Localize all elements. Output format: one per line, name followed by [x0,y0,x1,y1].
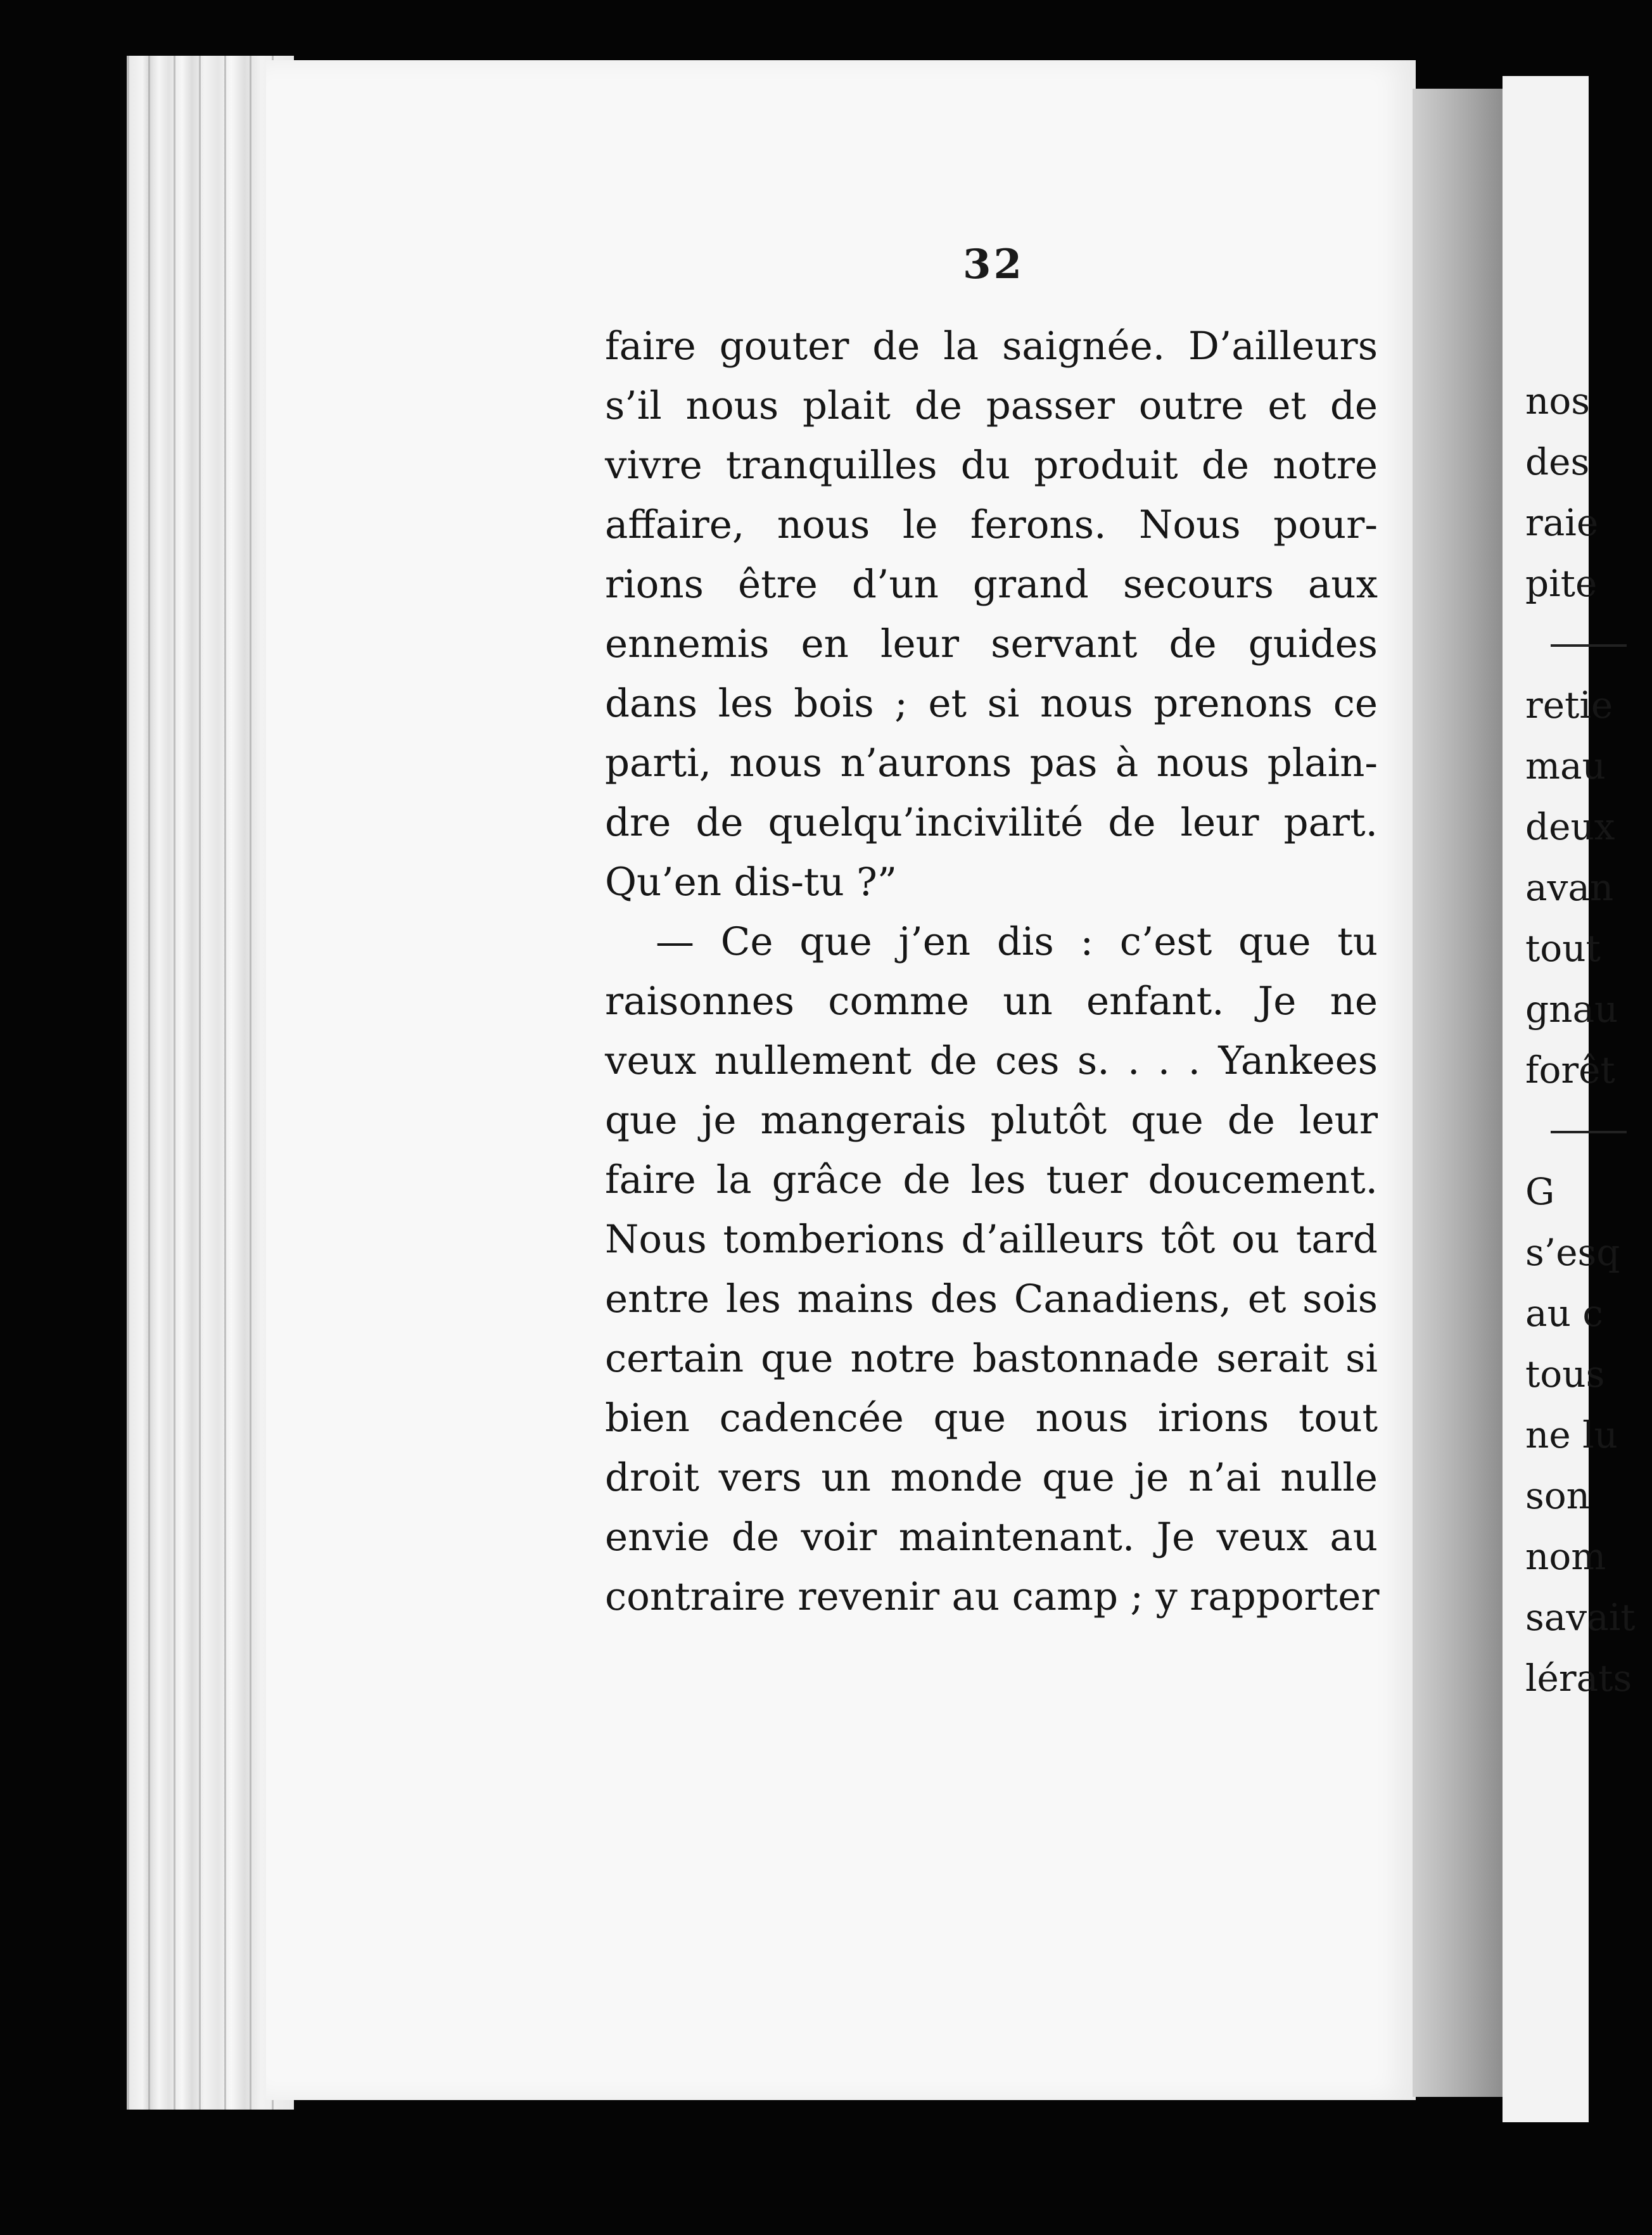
text-line: dans les bois ; et si nous prenons ce [605,681,1378,726]
text-line: ennemis en leur servant de guides [605,621,1378,666]
right-page-line: deux [1525,805,1615,848]
page-edge-line [199,56,201,2110]
text-line: contraire revenir au camp ; y rapporter [605,1574,1380,1619]
text-line: envie de voir maintenant. Je veux au [605,1515,1378,1560]
text-line: s’il nous plait de passer outre et de [605,383,1378,428]
text-line: faire gouter de la saignée. D’ailleurs [605,324,1378,369]
right-page-line: gnau [1525,988,1618,1031]
right-page-line: mau [1525,744,1606,787]
right-page-line: au c [1525,1292,1603,1335]
page-edge-line [148,56,150,2110]
page-edge-line [224,56,226,2110]
right-page-line: retie [1525,684,1613,727]
text-line: bien cadencée que nous irions tout [605,1396,1378,1441]
right-page-line: avan [1525,866,1614,909]
text-line: Qu’en dis-tu ?” [605,860,898,905]
text-line: que je mangerais plutôt que de leur [605,1098,1378,1143]
right-page-line: pite [1525,562,1598,605]
text-line: — Ce que j’en dis : c’est que tu [656,919,1378,964]
text-line: rions être d’un grand secours aux [605,562,1378,607]
text-line: veux nullement de ces s. . . . Yankees [605,1038,1378,1083]
dash-rule [1525,1100,1652,1161]
right-page-line: savait [1525,1596,1636,1639]
right-page-line: tous [1525,1353,1605,1396]
right-page-line: G [1525,1170,1555,1213]
page-edge-line [250,56,251,2110]
text-line: Nous tomberions d’ailleurs tôt ou tard [605,1217,1378,1262]
right-page-line: forêt [1525,1048,1615,1092]
right-page-line: son [1525,1474,1591,1517]
text-line: vivre tranquilles du produit de notre [605,443,1378,488]
page-body-text [605,317,1378,1627]
right-page-line: s’esq [1525,1231,1620,1274]
page-number: 32 [963,241,1025,288]
right-page-partial [1503,76,1636,2122]
right-page-text [1525,371,1652,1709]
text-line: entre les mains des Canadiens, et sois [605,1277,1378,1321]
dash-rule [1525,614,1652,675]
text-line: dre de quelqu’incivilité de leur part. [605,800,1378,845]
right-page-line: lérats [1525,1657,1632,1700]
text-line: faire la grâce de les tuer doucement. [605,1157,1378,1202]
book-gutter-shadow [1413,89,1508,2097]
text-line: droit vers un monde que je n’ai nulle [605,1455,1378,1500]
text-line: parti, nous n’aurons pas à nous plain- [605,741,1378,786]
right-page-line: ne lu [1525,1413,1618,1456]
right-page-line: des [1525,440,1590,483]
right-page-line: raie [1525,501,1599,544]
text-line: raisonnes comme un enfant. Je ne [605,979,1378,1024]
right-page-line: nom [1525,1535,1606,1578]
text-line: affaire, nous le ferons. Nous pour- [605,502,1378,547]
right-page-line: tout [1525,927,1601,970]
right-page-line: nos [1525,379,1591,423]
page-edge-line [174,56,175,2110]
text-line: certain que notre bastonnade serait si [605,1336,1378,1381]
